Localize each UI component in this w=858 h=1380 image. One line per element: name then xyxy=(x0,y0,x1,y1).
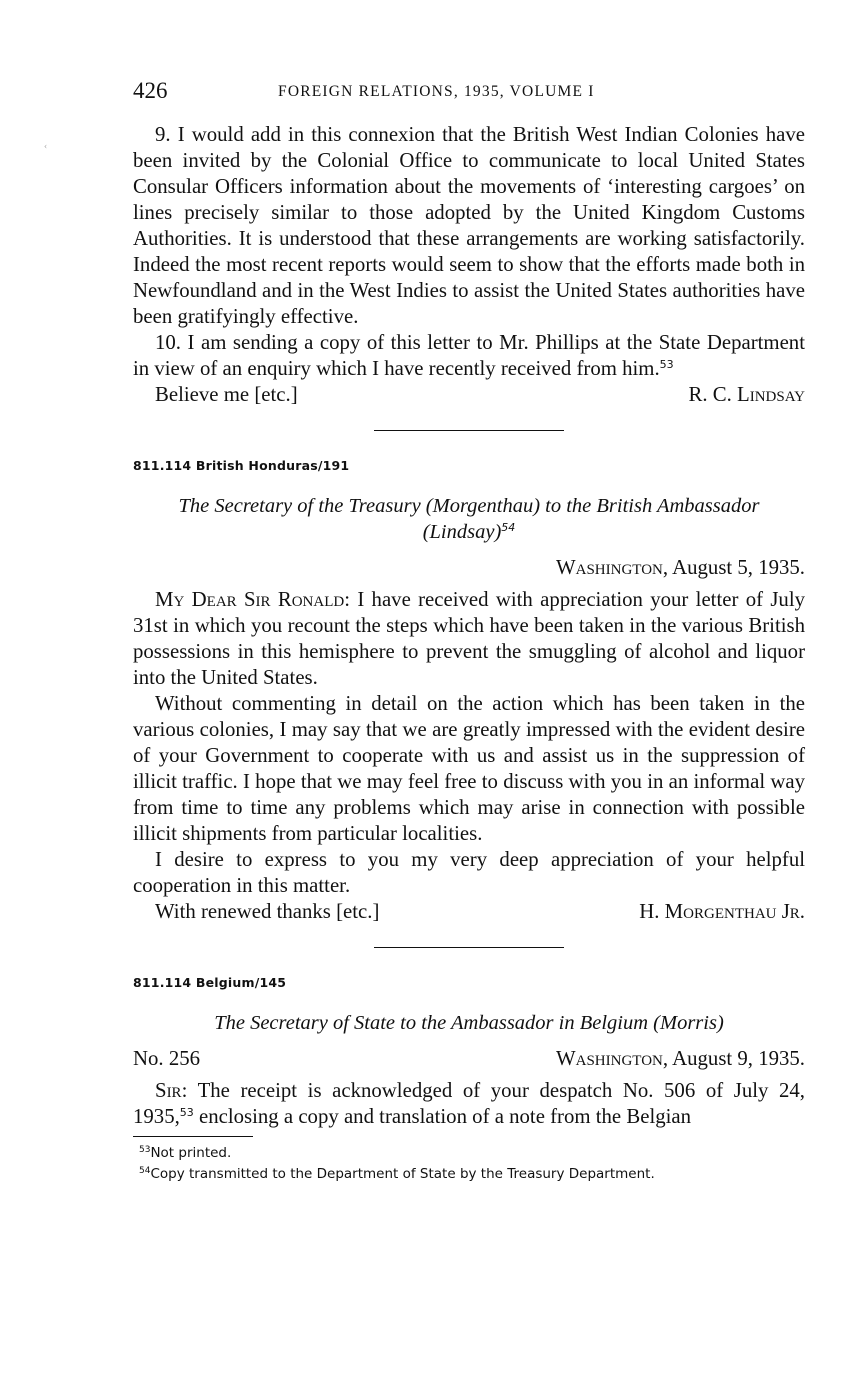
margin-mark: ‹ xyxy=(44,142,48,151)
page-number: 426 xyxy=(133,78,168,103)
file-reference: 811.114 British Honduras/191 xyxy=(133,458,350,473)
paragraph-9: 9. I would add in this connexion that the British West Indian Colonies have been invited by the Colonial Office to communicate to local United States Consular Officers information about the movements of ‘interesting cargoes’ on lines precisely similar to those adopted by the United Kingdom Customs Authorities. It is understood that these arrangements are working satisfactorily. Indeed the most recent reports would seem to show that the efforts made both in Newfoundland and in the West Indies to assist the United States authorities have been gratifyingly effective. xyxy=(133,123,805,328)
salutation: Sir: xyxy=(155,1079,188,1102)
document-title-text: The Secretary of the Treasury (Morgenthau) to the British Ambassador (Lindsay) xyxy=(178,495,760,543)
dateline xyxy=(133,555,805,581)
closing-text: With renewed thanks [etc.] xyxy=(155,900,380,923)
letter-paragraph-1 xyxy=(133,587,805,691)
date-place: Washington xyxy=(556,1047,663,1070)
date: , August 9, 1935. xyxy=(662,1047,805,1070)
running-title: FOREIGN RELATIONS, 1935, VOLUME I xyxy=(278,83,595,100)
letter-paragraph-1 xyxy=(133,1078,805,1130)
footnote-number: 53 xyxy=(139,1145,151,1155)
footnote xyxy=(133,1143,805,1164)
signature-name: Lindsay xyxy=(737,383,805,406)
footnote-text: Not printed. xyxy=(150,1145,232,1161)
document-body xyxy=(133,122,805,1185)
document-title xyxy=(133,493,805,545)
footnote-ref: 53 xyxy=(659,358,674,371)
dateline xyxy=(556,1046,805,1072)
paragraph-10-text: 10. I am sending a copy of this letter to Mr. Phillips at the State Department in view of an enquiry which I have recently received from him. xyxy=(133,331,805,380)
footnote-divider xyxy=(133,1136,253,1137)
signature-name: Morgenthau Jr. xyxy=(664,900,805,923)
letter-paragraph-2: Without commenting in detail on the action which has been taken in the various colonies, I may say that we are greatly impressed with the evident desire of your Government to cooperate with us and assist us in the suppression of illicit traffic. I hope that we may feel free to discuss with you in an informal way from time to time any problems which may arise in connection with possible illicit shipments from particular localities. xyxy=(133,692,805,845)
signature xyxy=(639,899,805,925)
footnote-ref: 54 xyxy=(501,521,516,534)
text-part: enclosing a copy and translation of a note from the Belgian xyxy=(193,1105,692,1128)
footnote xyxy=(133,1164,805,1185)
date: , August 5, 1935. xyxy=(662,556,805,579)
date-place: Washington xyxy=(556,556,663,579)
signature-initials: R. C. xyxy=(688,383,732,406)
salutation: My Dear Sir Ronald: xyxy=(155,588,350,611)
number-and-dateline xyxy=(133,1046,805,1072)
paragraph-10 xyxy=(133,330,805,382)
footnote-ref: 53 xyxy=(179,1106,194,1119)
text-part: The receipt is acknowledged of your despatch No. 506 of July 24, 1935, xyxy=(133,1079,805,1128)
lindsay-closing xyxy=(133,382,805,408)
footnote-number: 54 xyxy=(139,1166,151,1176)
page-header xyxy=(133,78,805,108)
morgenthau-closing xyxy=(133,899,805,925)
letter-paragraph-1-text: I have received with appreciation your letter of July 31st in which you recount the steps which have been taken in the various British possessions in this hemisphere to prevent the smuggling of alcohol and liquor into the United States. xyxy=(133,588,806,689)
despatch-number: No. 256 xyxy=(133,1047,201,1070)
signature xyxy=(688,382,805,408)
file-reference: 811.114 Belgium/145 xyxy=(133,975,287,990)
letter-paragraph-3: I desire to express to you my very deep appreciation of your helpful cooperation in this matter. xyxy=(133,848,805,897)
footnote-text: Copy transmitted to the Department of State by the Treasury Department. xyxy=(150,1166,655,1182)
closing-text: Believe me [etc.] xyxy=(155,383,298,406)
section-divider xyxy=(374,430,564,431)
document-page xyxy=(133,78,805,1185)
document-title: The Secretary of State to the Ambassador in Belgium (Morris) xyxy=(214,1012,724,1034)
section-divider xyxy=(374,947,564,948)
signature-initial: H. xyxy=(639,900,660,923)
